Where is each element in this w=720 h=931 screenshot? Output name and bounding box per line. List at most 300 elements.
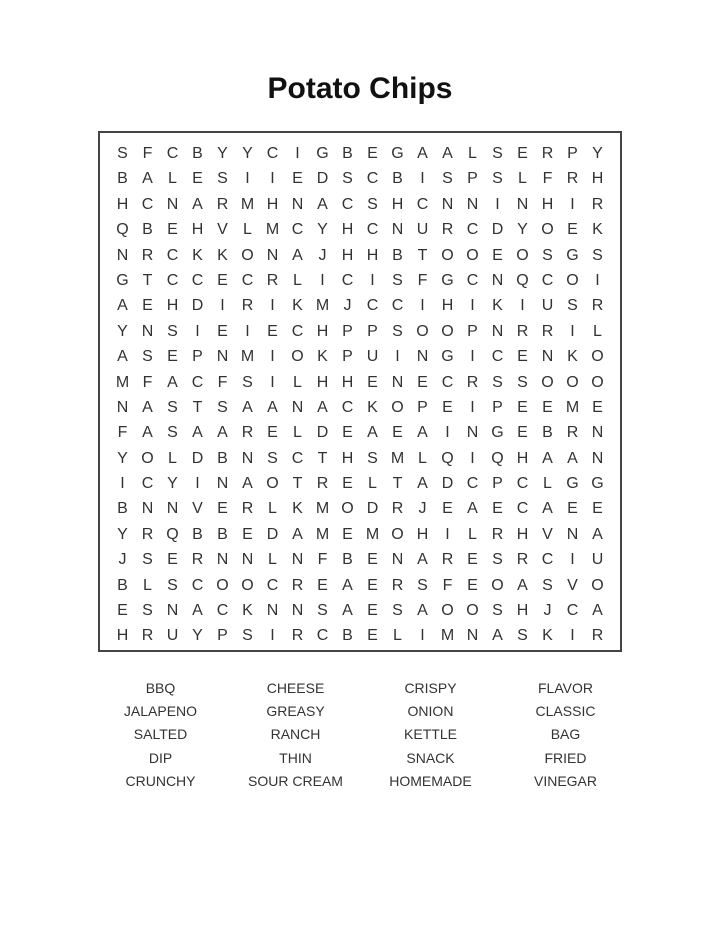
grid-letter: C bbox=[316, 627, 329, 645]
grid-letter: C bbox=[191, 576, 204, 594]
grid-letter: K bbox=[367, 398, 378, 416]
grid-letter: A bbox=[417, 424, 428, 442]
grid-letter: S bbox=[442, 170, 453, 188]
grid-letter: N bbox=[591, 424, 604, 442]
grid-letter: R bbox=[141, 525, 154, 543]
grid-letter: F bbox=[142, 145, 153, 162]
grid-letter: R bbox=[191, 551, 204, 569]
grid-letter: F bbox=[417, 271, 428, 289]
grid-letter: H bbox=[316, 373, 329, 391]
grid-letter: A bbox=[342, 576, 353, 594]
grid-letter: C bbox=[391, 297, 404, 315]
grid-letter: M bbox=[315, 525, 330, 543]
grid-letter: L bbox=[268, 500, 277, 518]
grid-letter: C bbox=[141, 475, 154, 493]
grid-letter: I bbox=[270, 297, 275, 315]
grid-letter: I bbox=[495, 195, 500, 213]
grid-letter: K bbox=[592, 221, 603, 239]
letter-grid bbox=[110, 141, 610, 649]
grid-letter: N bbox=[291, 398, 304, 416]
grid-letter: S bbox=[142, 551, 153, 569]
grid-letter: H bbox=[341, 449, 354, 467]
word-list-item: JALAPENO bbox=[123, 703, 198, 720]
grid-letter: H bbox=[341, 221, 354, 239]
grid-letter: A bbox=[242, 398, 253, 416]
grid-letter: N bbox=[541, 348, 554, 366]
grid-letter: B bbox=[192, 145, 203, 162]
grid-letter: A bbox=[567, 449, 578, 467]
grid-letter: L bbox=[518, 170, 527, 188]
grid-letter: B bbox=[217, 449, 228, 467]
grid-letter: R bbox=[241, 297, 254, 315]
grid-letter: N bbox=[491, 322, 504, 340]
grid-letter: O bbox=[416, 322, 429, 340]
grid-letter: H bbox=[116, 195, 129, 213]
grid-letter: C bbox=[516, 500, 529, 518]
grid-letter: S bbox=[492, 145, 503, 162]
grid-letter: O bbox=[391, 398, 404, 416]
grid-letter: N bbox=[466, 627, 479, 645]
grid-letter: N bbox=[216, 475, 229, 493]
grid-letter: N bbox=[516, 195, 529, 213]
grid-letter: R bbox=[241, 500, 254, 518]
grid-letter: M bbox=[315, 500, 330, 518]
grid-letter: H bbox=[516, 602, 529, 620]
grid-letter: S bbox=[267, 449, 278, 467]
grid-letter: I bbox=[270, 170, 275, 188]
grid-letter: M bbox=[440, 627, 455, 645]
grid-letter: H bbox=[166, 297, 179, 315]
grid-letter: B bbox=[192, 525, 203, 543]
grid-letter: G bbox=[591, 475, 604, 493]
grid-letter: L bbox=[468, 525, 477, 543]
grid-letter: A bbox=[517, 576, 528, 594]
grid-letter: Y bbox=[517, 221, 528, 239]
grid-letter: Y bbox=[117, 525, 128, 543]
grid-letter: E bbox=[367, 551, 378, 569]
grid-letter: R bbox=[266, 271, 279, 289]
grid-letter: I bbox=[570, 551, 575, 569]
grid-letter: A bbox=[492, 627, 503, 645]
grid-letter: A bbox=[317, 398, 328, 416]
grid-letter: B bbox=[342, 145, 353, 162]
grid-letter: R bbox=[291, 576, 304, 594]
grid-letter: N bbox=[241, 551, 254, 569]
grid-letter: N bbox=[291, 551, 304, 569]
grid-letter: E bbox=[467, 551, 478, 569]
grid-letter: Y bbox=[592, 145, 603, 162]
grid-letter: R bbox=[541, 322, 554, 340]
grid-letter: S bbox=[317, 602, 328, 620]
grid-letter: C bbox=[516, 475, 529, 493]
grid-letter: E bbox=[292, 170, 303, 188]
grid-letter: D bbox=[191, 297, 204, 315]
grid-letter: R bbox=[391, 500, 404, 518]
word-list-item: HOMEMADE bbox=[389, 772, 472, 789]
grid-letter: C bbox=[341, 271, 354, 289]
grid-letter: I bbox=[420, 297, 425, 315]
grid-letter: E bbox=[167, 348, 178, 366]
grid-letter: V bbox=[542, 525, 553, 543]
word-list-item: CHEESE bbox=[266, 680, 325, 696]
grid-letter: T bbox=[392, 475, 403, 493]
grid-letter: I bbox=[420, 170, 425, 188]
grid-letter: D bbox=[191, 449, 204, 467]
grid-letter: P bbox=[567, 145, 578, 162]
grid-letter: C bbox=[191, 373, 204, 391]
word-list-item: ONION bbox=[407, 703, 454, 720]
grid-letter: S bbox=[492, 170, 503, 188]
grid-letter: C bbox=[541, 271, 554, 289]
grid-letter: O bbox=[341, 500, 354, 518]
grid-letter: N bbox=[566, 525, 579, 543]
grid-letter: Q bbox=[491, 449, 504, 467]
grid-letter: I bbox=[470, 398, 475, 416]
grid-letter: O bbox=[441, 602, 454, 620]
grid-letter: E bbox=[367, 627, 378, 645]
grid-letter: S bbox=[142, 348, 153, 366]
word-list-item: SNACK bbox=[406, 749, 455, 766]
grid-letter: A bbox=[417, 145, 428, 162]
grid-letter: L bbox=[468, 145, 477, 162]
grid-letter: K bbox=[492, 297, 503, 315]
grid-letter: O bbox=[591, 373, 604, 391]
grid-letter: G bbox=[566, 475, 579, 493]
grid-letter: S bbox=[517, 627, 528, 645]
grid-letter: P bbox=[467, 170, 478, 188]
grid-letter: S bbox=[167, 576, 178, 594]
grid-letter: N bbox=[266, 246, 279, 264]
grid-letter: Y bbox=[117, 449, 128, 467]
grid-letter: N bbox=[141, 500, 154, 518]
grid-letter: E bbox=[467, 576, 478, 594]
grid-letter: C bbox=[141, 195, 154, 213]
grid-letter: J bbox=[118, 551, 127, 569]
grid-letter: B bbox=[392, 170, 403, 188]
grid-letter: E bbox=[192, 170, 203, 188]
grid-letter: J bbox=[343, 297, 352, 315]
grid-letter: R bbox=[466, 373, 479, 391]
grid-letter: E bbox=[492, 246, 503, 264]
grid-letter: V bbox=[567, 576, 578, 594]
grid-letter: K bbox=[292, 297, 303, 315]
grid-letter: A bbox=[317, 195, 328, 213]
grid-letter: N bbox=[141, 322, 154, 340]
grid-letter: B bbox=[392, 246, 403, 264]
word-list-item: KETTLE bbox=[404, 726, 457, 743]
grid-letter: A bbox=[117, 297, 128, 315]
grid-letter: K bbox=[317, 348, 328, 366]
grid-letter: O bbox=[466, 246, 479, 264]
grid-letter: S bbox=[492, 602, 503, 620]
grid-letter: O bbox=[266, 475, 279, 493]
grid-letter: G bbox=[316, 145, 329, 162]
grid-letter: N bbox=[116, 398, 129, 416]
grid-letter: Y bbox=[242, 145, 253, 162]
grid-letter: M bbox=[115, 373, 130, 391]
grid-letter: S bbox=[392, 322, 403, 340]
grid-letter: O bbox=[516, 246, 529, 264]
grid-letter: P bbox=[342, 348, 353, 366]
grid-letter: Q bbox=[116, 221, 129, 239]
grid-letter: C bbox=[291, 449, 304, 467]
grid-letter: S bbox=[417, 576, 428, 594]
grid-letter: I bbox=[245, 170, 250, 188]
grid-letter: O bbox=[141, 449, 154, 467]
grid-letter: E bbox=[342, 475, 353, 493]
grid-letter: E bbox=[492, 500, 503, 518]
word-list-item: THIN bbox=[279, 749, 312, 766]
grid-letter: S bbox=[367, 195, 378, 213]
grid-letter: I bbox=[320, 271, 325, 289]
grid-letter: S bbox=[542, 246, 553, 264]
grid-letter: C bbox=[366, 221, 379, 239]
grid-letter: C bbox=[241, 271, 254, 289]
grid-letter: O bbox=[591, 576, 604, 594]
grid-letter: Q bbox=[441, 449, 454, 467]
grid-letter: T bbox=[192, 398, 203, 416]
grid-letter: O bbox=[441, 246, 454, 264]
grid-letter: E bbox=[317, 576, 328, 594]
grid-letter: O bbox=[466, 602, 479, 620]
grid-letter: H bbox=[416, 525, 429, 543]
grid-letter: N bbox=[266, 602, 279, 620]
grid-letter: C bbox=[266, 576, 279, 594]
grid-letter: M bbox=[365, 525, 380, 543]
grid-letter: S bbox=[242, 627, 253, 645]
grid-letter: P bbox=[192, 348, 203, 366]
grid-letter: Q bbox=[166, 525, 179, 543]
grid-letter: C bbox=[466, 221, 479, 239]
grid-letter: D bbox=[316, 424, 329, 442]
grid-letter: F bbox=[442, 576, 453, 594]
grid-letter: M bbox=[565, 398, 580, 416]
grid-letter: I bbox=[445, 525, 450, 543]
grid-letter: A bbox=[417, 551, 428, 569]
grid-letter: C bbox=[341, 398, 354, 416]
grid-letter: I bbox=[470, 449, 475, 467]
grid-letter: I bbox=[520, 297, 525, 315]
grid-letter: S bbox=[367, 449, 378, 467]
grid-letter: S bbox=[217, 170, 228, 188]
grid-letter: E bbox=[517, 424, 528, 442]
grid-letter: R bbox=[216, 195, 229, 213]
grid-letter: I bbox=[245, 322, 250, 340]
grid-letter: P bbox=[217, 627, 228, 645]
grid-letter: R bbox=[291, 627, 304, 645]
grid-letter: H bbox=[116, 627, 129, 645]
grid-letter: U bbox=[166, 627, 179, 645]
grid-letter: G bbox=[391, 145, 404, 162]
grid-letter: R bbox=[141, 246, 154, 264]
grid-letter: D bbox=[441, 475, 454, 493]
grid-letter: M bbox=[390, 449, 405, 467]
grid-letter: I bbox=[220, 297, 225, 315]
grid-letter: S bbox=[392, 271, 403, 289]
grid-letter: C bbox=[266, 145, 279, 162]
grid-letter: H bbox=[591, 170, 604, 188]
grid-letter: O bbox=[241, 576, 254, 594]
grid-letter: E bbox=[217, 271, 228, 289]
grid-letter: A bbox=[142, 424, 153, 442]
grid-letter: C bbox=[191, 271, 204, 289]
grid-letter: N bbox=[216, 348, 229, 366]
grid-letter: E bbox=[267, 424, 278, 442]
grid-letter: C bbox=[466, 271, 479, 289]
grid-letter: E bbox=[217, 500, 228, 518]
grid-letter: N bbox=[591, 449, 604, 467]
word-list-item: SALTED bbox=[133, 726, 188, 743]
grid-letter: R bbox=[591, 627, 604, 645]
grid-letter: Y bbox=[117, 322, 128, 340]
grid-letter: I bbox=[195, 322, 200, 340]
grid-letter: C bbox=[466, 475, 479, 493]
grid-letter: I bbox=[120, 475, 125, 493]
grid-letter: T bbox=[417, 246, 428, 264]
word-list-item: BAG bbox=[550, 726, 581, 743]
grid-letter: A bbox=[417, 475, 428, 493]
grid-letter: N bbox=[441, 195, 454, 213]
grid-letter: C bbox=[291, 221, 304, 239]
grid-letter: R bbox=[541, 145, 554, 162]
grid-letter: A bbox=[292, 246, 303, 264]
grid-letter: G bbox=[491, 424, 504, 442]
grid-letter: A bbox=[542, 500, 553, 518]
grid-letter: A bbox=[167, 373, 178, 391]
grid-letter: C bbox=[566, 602, 579, 620]
grid-letter: E bbox=[417, 373, 428, 391]
grid-letter: L bbox=[293, 424, 302, 442]
grid-letter: C bbox=[491, 348, 504, 366]
grid-letter: Y bbox=[167, 475, 178, 493]
grid-letter: E bbox=[367, 576, 378, 594]
grid-letter: A bbox=[192, 602, 203, 620]
grid-letter: J bbox=[543, 602, 552, 620]
word-list-item: CLASSIC bbox=[535, 703, 596, 720]
grid-letter: I bbox=[445, 424, 450, 442]
grid-letter: N bbox=[416, 348, 429, 366]
grid-letter: D bbox=[491, 221, 504, 239]
grid-letter: S bbox=[342, 170, 353, 188]
grid-letter: E bbox=[592, 500, 603, 518]
grid-letter: A bbox=[142, 398, 153, 416]
grid-letter: N bbox=[166, 195, 179, 213]
grid-letter: E bbox=[267, 322, 278, 340]
grid-letter: L bbox=[293, 271, 302, 289]
word-list-item: DIP bbox=[148, 749, 173, 766]
grid-letter: H bbox=[516, 525, 529, 543]
grid-letter: A bbox=[192, 424, 203, 442]
grid-letter: E bbox=[167, 221, 178, 239]
word-list-item: FRIED bbox=[544, 749, 587, 766]
grid-letter: R bbox=[566, 170, 579, 188]
grid-letter: D bbox=[266, 525, 279, 543]
grid-letter: O bbox=[491, 576, 504, 594]
grid-letter: A bbox=[467, 500, 478, 518]
grid-letter: S bbox=[142, 602, 153, 620]
grid-letter: O bbox=[591, 348, 604, 366]
grid-letter: N bbox=[466, 424, 479, 442]
grid-letter: F bbox=[317, 551, 328, 569]
grid-letter: H bbox=[341, 373, 354, 391]
grid-letter: O bbox=[441, 322, 454, 340]
grid-letter: E bbox=[592, 398, 603, 416]
grid-letter: E bbox=[517, 348, 528, 366]
grid-letter: E bbox=[392, 424, 403, 442]
grid-letter: G bbox=[441, 348, 454, 366]
grid-letter: I bbox=[420, 627, 425, 645]
grid-letter: E bbox=[567, 221, 578, 239]
grid-letter: K bbox=[192, 246, 203, 264]
grid-letter: J bbox=[418, 500, 427, 518]
grid-letter: B bbox=[117, 576, 128, 594]
grid-letter: E bbox=[442, 500, 453, 518]
grid-letter: R bbox=[516, 551, 529, 569]
grid-letter: L bbox=[593, 322, 602, 340]
word-list-item: CRUNCHY bbox=[125, 772, 196, 789]
grid-letter: O bbox=[566, 271, 579, 289]
grid-letter: L bbox=[418, 449, 427, 467]
grid-letter: C bbox=[166, 145, 179, 162]
grid-letter: R bbox=[491, 525, 504, 543]
grid-letter: A bbox=[417, 602, 428, 620]
grid-letter: E bbox=[367, 602, 378, 620]
grid-letter: R bbox=[241, 424, 254, 442]
grid-letter: U bbox=[591, 551, 604, 569]
grid-letter: O bbox=[391, 525, 404, 543]
grid-letter: U bbox=[416, 221, 429, 239]
grid-letter: L bbox=[143, 576, 152, 594]
grid-letter: N bbox=[466, 195, 479, 213]
grid-letter: A bbox=[142, 170, 153, 188]
grid-letter: F bbox=[142, 373, 153, 391]
grid-letter: E bbox=[217, 322, 228, 340]
grid-letter: H bbox=[441, 297, 454, 315]
grid-letter: E bbox=[342, 424, 353, 442]
grid-letter: B bbox=[342, 627, 353, 645]
grid-letter: I bbox=[195, 475, 200, 493]
grid-letter: D bbox=[366, 500, 379, 518]
grid-letter: R bbox=[316, 475, 329, 493]
grid-letter: H bbox=[366, 246, 379, 264]
grid-letter: U bbox=[541, 297, 554, 315]
grid-letter: D bbox=[316, 170, 329, 188]
grid-letter: R bbox=[591, 195, 604, 213]
word-list-item: VINEGAR bbox=[533, 772, 597, 789]
grid-letter: C bbox=[166, 271, 179, 289]
grid-letter: S bbox=[592, 246, 603, 264]
grid-letter: I bbox=[570, 322, 575, 340]
grid-letter: E bbox=[242, 525, 253, 543]
grid-letter: E bbox=[442, 398, 453, 416]
grid-letter: I bbox=[270, 348, 275, 366]
grid-letter: R bbox=[591, 297, 604, 315]
grid-letter: R bbox=[441, 221, 454, 239]
grid-letter: P bbox=[417, 398, 428, 416]
grid-letter: N bbox=[116, 246, 129, 264]
grid-letter: A bbox=[592, 525, 603, 543]
grid-letter: Q bbox=[516, 271, 529, 289]
grid-letter: S bbox=[517, 373, 528, 391]
grid-letter: S bbox=[167, 398, 178, 416]
grid-letter: A bbox=[342, 602, 353, 620]
grid-letter: U bbox=[366, 348, 379, 366]
grid-letter: M bbox=[315, 297, 330, 315]
grid-letter: B bbox=[117, 500, 128, 518]
grid-letter: A bbox=[242, 475, 253, 493]
grid-letter: S bbox=[167, 424, 178, 442]
grid-letter: K bbox=[217, 246, 228, 264]
